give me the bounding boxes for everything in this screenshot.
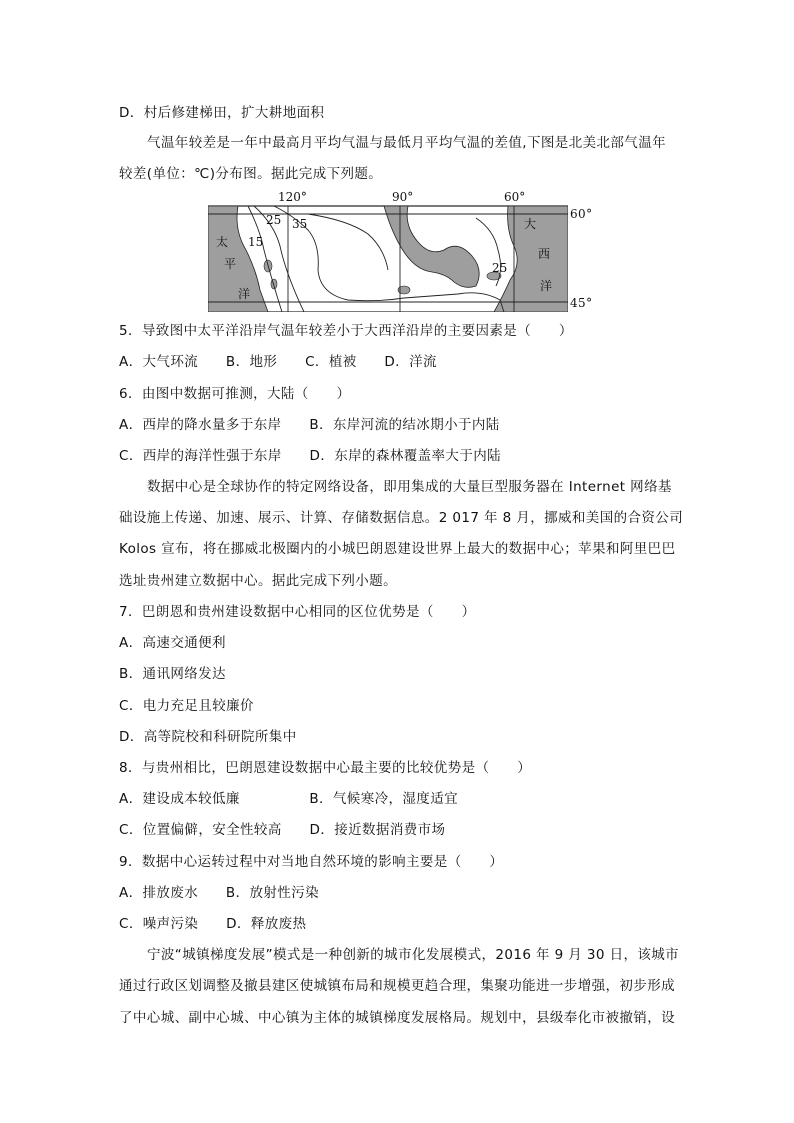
question-8: 8．与贵州相比，巴朗恩建设数据中心最主要的比较优势是（ ） xyxy=(119,760,532,776)
question-7-option-a: A．高速交通便利 xyxy=(119,635,226,651)
question-6: 6．由图中数据可推测，大陆（ ） xyxy=(119,386,351,402)
question-8-options-ab: A．建设成本较低廉 B．气候寒冷，湿度适宜 xyxy=(119,791,458,807)
question-7: 7．巴朗恩和贵州建设数据中心相同的区位优势是（ ） xyxy=(119,604,476,620)
passage-2-line-1: 数据中心是全球协作的特定网络设备，即用集成的大量巨型服务器在 Internet 网络基 xyxy=(147,479,672,495)
pacific-label-1: 太 xyxy=(216,235,229,249)
passage-3-line-1: 宁波“城镇梯度发展”模式是一种创新的城市化发展模式，2016 年 9 月 30 日，该城市 xyxy=(147,947,680,963)
lon-label-90: 90° xyxy=(392,190,414,204)
pacific-label-3: 洋 xyxy=(238,287,251,301)
question-9: 9．数据中心运转过程中对当地自然环境的影响主要是（ ） xyxy=(119,854,504,870)
passage-3-line-2: 通过行政区划调整及撤县建区使城镇布局和规模更趋合理，集聚功能进一步增强，初步形成 xyxy=(119,978,675,994)
lon-label-120: 120° xyxy=(278,190,307,204)
lon-label-60: 60° xyxy=(504,190,526,204)
question-4-option-d: D．村后修建梯田，扩大耕地面积 xyxy=(119,105,325,121)
question-7-option-d: D．高等院校和科研院所集中 xyxy=(119,729,297,745)
question-9-options-ab: A．排放废水 B．放射性污染 xyxy=(119,885,319,901)
isoline-label-15: 15 xyxy=(248,235,264,249)
passage-1-line-2: 较差(单位：℃)分布图。据此完成下列题。 xyxy=(119,166,383,182)
passage-2-line-3: Kolos 宣布，将在挪威北极圈内的小城巴朗恩建设世界上最大的数据中心；苹果和阿里巴巴 xyxy=(119,541,676,557)
question-7-option-b: B．通讯网络发达 xyxy=(119,666,226,682)
atlantic-label-3: 洋 xyxy=(540,279,553,293)
question-5-options: A．大气环流 B．地形 C．植被 D．洋流 xyxy=(119,354,437,370)
pacific-label-2: 平 xyxy=(224,257,237,271)
lat-label-45: 45° xyxy=(570,296,593,310)
question-8-options-cd: C．位置偏僻，安全性较高 D．接近数据消费市场 xyxy=(119,822,446,838)
lat-label-60: 60° xyxy=(570,207,593,221)
temperature-range-map xyxy=(208,190,568,312)
question-7-option-c: C．电力充足且较廉价 xyxy=(119,698,254,714)
question-6-options-cd: C．西岸的海洋性强于东岸 D．东岸的森林覆盖率大于内陆 xyxy=(119,448,502,464)
atlantic-label-1: 大 xyxy=(524,217,537,231)
isoline-label-25-east: 25 xyxy=(492,261,508,275)
question-5: 5．导致图中太平洋沿岸气温年较差小于大西洋沿岸的主要因素是（ ） xyxy=(119,323,573,339)
atlantic-label-2: 西 xyxy=(538,247,551,261)
isoline-label-25-west: 25 xyxy=(266,213,282,227)
passage-3-line-3: 了中心城、副中心城、中心镇为主体的城镇梯度发展格局。规划中，县级奉化市被撤销，设 xyxy=(119,1010,675,1026)
passage-2-line-2: 础设施上传递、加速、展示、计算、存储数据信息。2 017 年 8 月，挪威和美国的合资公司 xyxy=(119,510,684,526)
passage-2-line-4: 选址贵州建立数据中心。据此完成下列小题。 xyxy=(119,573,397,589)
passage-1-line-1: 气温年较差是一年中最高月平均气温与最低月平均气温的差值,下图是北美北部气温年 xyxy=(147,135,666,151)
question-6-options-ab: A．西岸的降水量多于东岸 B．东岸河流的结冰期小于内陆 xyxy=(119,417,500,433)
isoline-label-35: 35 xyxy=(292,217,308,231)
question-9-options-cd: C．噪声污染 D．释放废热 xyxy=(119,916,307,932)
